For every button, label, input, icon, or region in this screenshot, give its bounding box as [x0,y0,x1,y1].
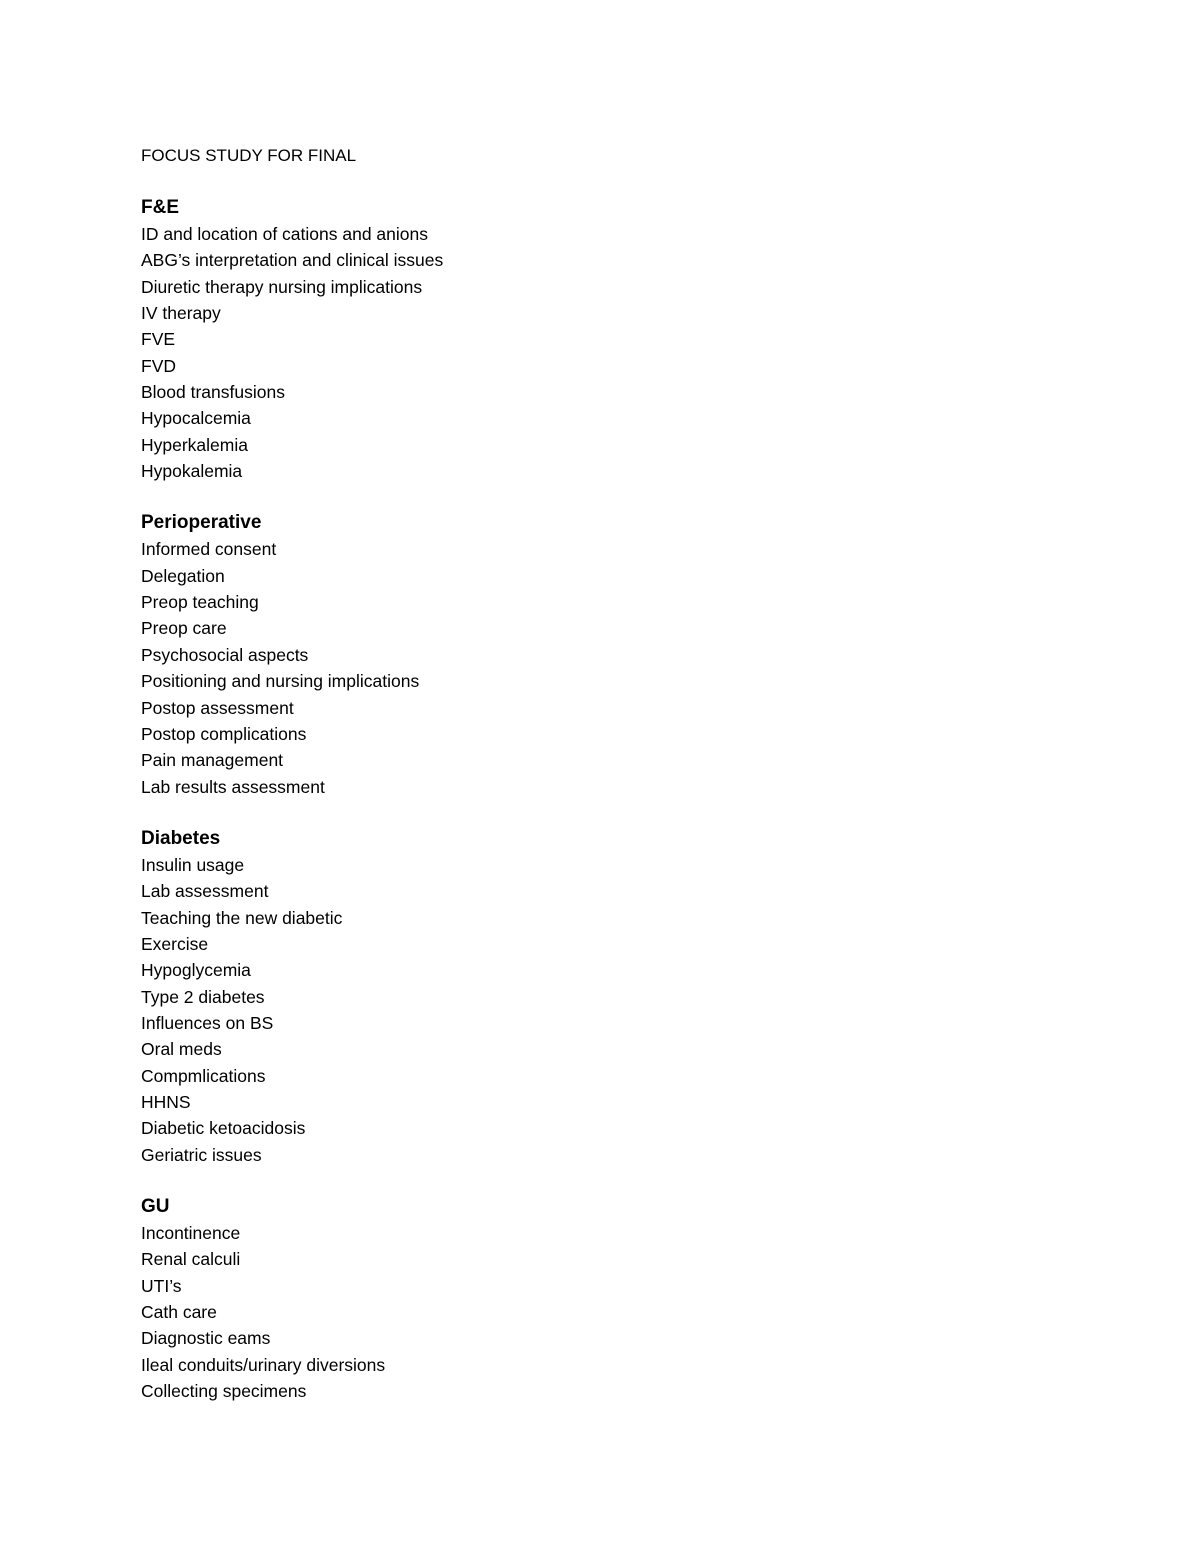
section-heading: Diabetes [141,827,221,849]
topic-item: Pain management [141,750,284,771]
topic-item: Hypokalemia [141,461,243,482]
topic-list [141,536,1101,799]
topic-section [141,826,1101,1168]
topic-item: Positioning and nursing implications [141,671,420,692]
section-spacer [141,484,1101,510]
topic-item: Ileal conduits/urinary diversions [141,1354,386,1375]
topic-item: HHNS [141,1091,191,1112]
topic-item: Diabetic ketoacidosis [141,1118,306,1139]
topic-item: Incontinence [141,1223,241,1243]
topic-item: UTI’s [141,1275,182,1296]
topic-item: Diagnostic eams [141,1328,271,1349]
topic-section [141,1194,1101,1404]
topic-item: Compmlications [141,1065,266,1086]
topic-item: Insulin usage [141,854,245,875]
sections-container [141,169,1101,1404]
section-heading: F&E [141,197,179,218]
topic-item: Oral meds [141,1039,222,1060]
topic-list [141,1220,1101,1404]
document-page [141,143,1101,1404]
topic-item: Delegation [141,565,225,586]
topic-list [141,221,1101,484]
section-heading: GU [141,1196,170,1217]
section-spacer [141,1168,1101,1194]
topic-item: Lab results assessment [141,776,325,797]
topic-item: Psychosocial aspects [141,644,309,665]
topic-item: Influences on BS [141,1012,274,1033]
topic-item: Cath care [141,1302,217,1323]
topic-item: FVD [141,355,176,376]
topic-item: Diuretic therapy nursing implications [141,276,423,297]
topic-item: Type 2 diabetes [141,986,265,1007]
topic-item: Informed consent [141,539,277,560]
topic-item: FVE [141,329,176,350]
topic-item: Blood transfusions [141,382,285,403]
topic-item: Geriatric issues [141,1144,262,1165]
topic-item: Preop care [141,618,227,639]
topic-item: Hyperkalemia [141,434,248,455]
topic-item: ID and location of cations and anions [141,224,428,244]
topic-item: Collecting specimens [141,1381,307,1402]
topic-item: ABG’s interpretation and clinical issues [141,250,444,271]
topic-section [141,195,1101,484]
topic-item: Preop teaching [141,592,259,613]
topic-list [141,852,1101,1168]
section-spacer [141,800,1101,826]
section-spacer [141,169,1101,195]
document-title: FOCUS STUDY FOR FINAL [141,146,357,165]
topic-item: Hypocalcemia [141,408,251,429]
topic-item: Teaching the new diabetic [141,907,343,928]
topic-section [141,510,1101,799]
topic-item: Postop assessment [141,697,294,718]
topic-item: Lab assessment [141,881,269,902]
topic-item: Exercise [141,933,209,954]
section-heading: Perioperative [141,512,262,534]
topic-item: Hypoglycemia [141,960,251,981]
topic-item: Postop complications [141,723,307,744]
topic-item: Renal calculi [141,1249,241,1270]
topic-item: IV therapy [141,303,221,324]
